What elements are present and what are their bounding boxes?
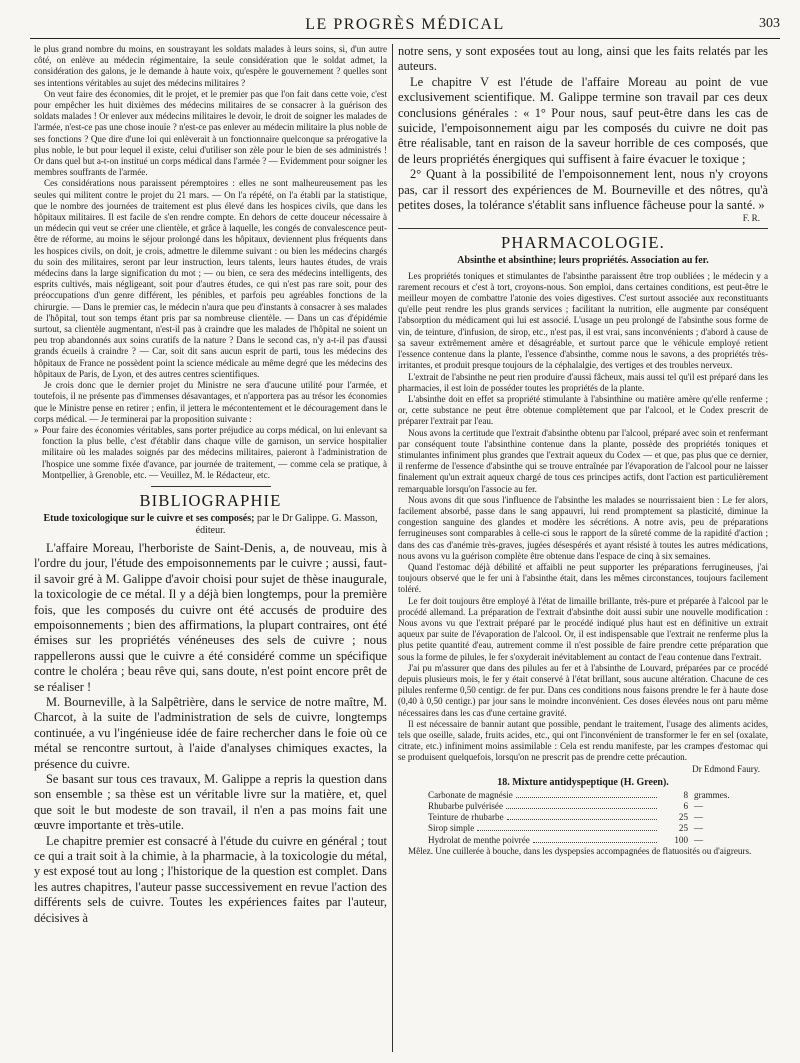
paragraph: On veut faire des économies, dit le projet, et le premier pas que l'on fait dans cette voie, c'est pour empêcher les huit dixièmes des médecins militaires de se consacrer à la guérison des soldats malades ! Or enlever aux médecins militaires le devoir, le droit de soigner les malades de l'armée, n'est-ce pas une chose inouïe ? n'est-ce pas enlever au médecin militaire la plus noble de ses fonctions ? Que dire d'une loi qui enlèverait à un fonctionnaire quelconque sa prérogative la plus noble, le but pour lequel il existe, celui d'utiliser son zèle pour le bien de ses administrés ! Or dans quel but a-t-on institué un corps médical dans l'armée ? — Evidemment pour soigner les membres souffrants de l'armée. (34, 88, 387, 178)
ingredient-row (428, 823, 746, 834)
proposal-quote (34, 425, 387, 481)
formula-instructions: Mêlez. Une cuillerée à bouche, dans les dyspepsies accompagnées de flatuosités ou d'aigreurs. (408, 845, 752, 856)
bibliographie-subheading (34, 513, 387, 537)
section-rule (151, 486, 271, 487)
formula-instructions-block (398, 846, 768, 857)
ingredient-quantity: 25 (678, 812, 688, 823)
section-rule (398, 228, 768, 229)
ingredient-quantity: 25 (678, 823, 688, 834)
ingredient-unit: — (694, 834, 704, 845)
paragraph: Nous avons dit que sous l'influence de l'absinthe les malades se nourrissaient bien : Le fer alors, facilement absorbé, passe dans le sang appauvri, lui rend promptement sa plasticité, diminue la congestion sanguine des glandes et modère les sécrétions. A notre avis, peu de préparations ferrugineuses sont comparables à celle-ci sous le rapport de la sûreté comme de la rapidité d'action ; dans des cas d'anémie très-graves, jugées désespérés et ayant résisté à toutes les autres médications, nous avons vu la guérison complète être obtenue dans l'espace de cinq à six semaines. (398, 494, 768, 561)
ingredient-row (428, 801, 746, 812)
paragraph: M. Bourneville, à la Salpêtrière, dans le service de notre maître, M. Charcot, à la suite de l'administration de sels de cuivre, longtemps continuée, a vu l'ingénieuse idée de faire rechercher dans le foie où ce métal se rencontre surtout, à l'aide d'analyses chimiques exactes, la présence du cuivre. (34, 694, 387, 771)
paragraph: Nous avons la certitude que l'extrait d'absinthe obtenu par l'alcool, préparé avec soin et renfermant par conséquent toute l'absinthine contenue dans la plante, possède des propriétés toniques et stimulantes infiniment plus grandes que l'extrait aqueux du Codex — et que, pas plus que ce dernier, il renferme de l'essence d'absinthe qui se trouve entraînée par l'évaporation de l'alcool pour ne laisser finalement qu'un extrait aqueux chargé de tous ces principes actifs, dont l'action est particulièrement remarquable lorsqu'on l'associe au fer. (398, 427, 768, 494)
paragraph: le plus grand nombre du moins, en soustrayant les soldats malades à leurs soins, si, d'un autre côté, on enlève au médecin régimentaire, la seule considération que le soldat admet, la considération des galons, je le demande à haute voix, qu'espère le gouvernement ? quelles sont ses intentions véritables au sujet des médecins militaires ? (34, 44, 387, 88)
ingredient-unit: — (694, 801, 704, 812)
ingredient-name: Carbonate de magnésie (428, 789, 513, 800)
leader-dots (506, 808, 657, 809)
proposal-text: » Pour faire des économies véritables, sans porter préjudice au corps médical, on lui enlevant sa fonction la plus belle, c'est d'établir dans chaque ville de garnison, un service hospitalier militaire où les malades soignés par des médecins militaires, paieront à l'administration de l'hospice une somme fixée d'avance, par journée de traitement, — comme cela se pratique, à Montpellier, à Grenoble, etc. — Veuillez, M. le Rédacteur, etc. (34, 425, 387, 481)
pharmacologie-body (398, 271, 768, 775)
ingredient-quantity: 8 (683, 789, 688, 800)
ingredient-quantity: 6 (683, 801, 688, 812)
right-column (398, 44, 768, 1054)
formula-title: 18. Mixture antidyspeptique (H. Green). (497, 776, 669, 788)
paragraph: Il est nécessaire de bannir autant que possible, pendant le traitement, l'usage des aliments acides, tels que oseille, salade, fruits acides, etc., qui ont l'inconvénient de transformer le fer en sel (oxalate, citrate, etc.) infiniment moins assimilable : Cela est rendu manifeste, par les crampes d'estomac qui se produisent quelquefois, lorsqu'on ne prescrit pas de prendre cette précaution. (398, 718, 768, 763)
ingredient-name: Teinture de rhubarbe (428, 812, 504, 823)
ingredient-name: Rhubarbe pulvérisée (428, 801, 503, 812)
paragraph: L'absinthe doit en effet sa propriété stimulante à l'absinthine ou matière amère qu'elle renferme ; or, cette substance ne peut être obtenue complètement que par l'alcool, et le Codex prescrit de préparer l'extrait par l'eau. (398, 393, 768, 427)
review-continuation (398, 44, 768, 213)
paragraph: notre sens, y sont exposées tout au long, ainsi que les faits relatés par les auteurs. (398, 44, 768, 74)
ingredient-list (428, 790, 746, 846)
leader-dots (477, 830, 657, 831)
pharmacologie-subheading: Absinthe et absinthine; leurs propriétés. Association au fer. (457, 254, 709, 266)
journal-title: LE PROGRÈS MÉDICAL (305, 16, 505, 33)
paragraph: Quand l'estomac déjà débilité et affaibli ne peut supporter les préparations ferrugineuses, j'ai toujours observé que le fer uni à l'absinthe était, dans les mêmes circonstances, toujours facilement toléré. (398, 561, 768, 595)
ingredient-unit: — (694, 812, 704, 823)
page-number: 303 (759, 16, 780, 31)
left-column (34, 44, 387, 1054)
paragraph: J'ai pu m'assurer que dans des pilules au fer et à l'absinthe de Louvard, préparées par ce procédé depuis plusieurs mois, le fer y était conservé à l'état brillant, sous aucune altération. Chacune de ces pilules renferme 0,50 centigr. de fer pur. Dans ces conditions nous faisons prendre le fer à haute dose (0,40 à 0,50 centigr.) par jour sans le moindre inconvénient. Ces doses élevées nous ont paru même nécessaires dans les cas d'une certaine gravité. (398, 662, 768, 718)
paragraph: Les propriétés toniques et stimulantes de l'absinthe paraissent être trop oubliées ; le médecin y a rarement recours et c'est à tort, croyons-nous. Son emploi, dans certaines conditions, est peut-être le meilleur moyen de combattre l'atonie des voies digestives. C'est surtout associée aux reconstituants qu'elle peut rendre les plus grands services ; facilitant la nutrition, elle augmente par conséquent l'absorption du médicament qui lui est associé. L'usage un peu prolongé de l'absinthe sous forme de vin, de teinture, d'infusion, de sirop, etc., n'est pas, il est vrai, sans inconvénients ; d'abord à cause de sa saveur extrêmement amère et désagréable, et surtout parce que le véhicule employé retient l'essence contenue dans la plante, l'essence d'absinthe, comme nous le savons, a des propriétés très-irritantes, et produit presque toujours de la céphalalgie, des vertiges et des troubles nerveux. (398, 270, 768, 371)
bibliographie-body (34, 541, 387, 926)
author-signature: Dr Edmond Faury. (692, 763, 760, 774)
paragraph: Je crois donc que le dernier projet du Ministre ne sera d'aucune utilité pour l'armée, et toutefois, il ne présente pas d'immenses désavantages, et n'apportera pas au trésor les économies que le Ministre pense en retirer ; enfin, il jettera le mécontentement et le découragement dans le corps médical. — Je terminerai par la proposition suivante : (34, 380, 387, 424)
paragraph: Le chapitre V est l'étude de l'affaire Moreau au point de vue exclusivement scientifique. M. Galippe termine son travail par ces deux conclusions générales : « 1° Pour nous, sauf peut-être dans les cas de suicide, l'empoisonnement aigu par les composés du cuivre ne doit pas être réalisable, tant en raison de la saveur horrible de ces composés, que de leurs propriétés énergiques qui suffisent à faire évacuer le toxique ; (398, 74, 768, 166)
bibliographie-heading: BIBLIOGRAPHIE (139, 490, 282, 510)
letter-continuation (34, 44, 387, 481)
ingredient-unit: — (694, 823, 704, 834)
paragraph: Se basant sur tous ces travaux, M. Galippe a repris la question dans son ensemble ; sa thèse est un véritable livre sur la matière, et, quel que soit le but modeste de son travail, il n'en a pas moins fait une œuvre importante et très-utile. (34, 772, 387, 833)
pharmacologie-heading: PHARMACOLOGIE. (501, 232, 665, 252)
paragraph: Ces considérations nous paraissent péremptoires : elles ne sont malheureusement pas les seules qui militent contre le projet du 21 mars. — On l'a répété, on l'a établi par la statistique, que le nombre des journées de traitement est plus élevé dans les hospices civils, que dans les hôpitaux militaires. Il est facile de s'en rendre compte. En dehors de cette douceur nécessaire à un médecin qui veut se créer une clientèle, et grâce à laquelle, les congés de convalescence peut-être de réforme, au moins le séjour prolongé dans les hôpitaux, deviennent plus fréquents dans les hospices civils, on doit, je crois, admettre le dilemme suivant : ou bien les médecins chargés du soin des militaires, seront par leur instruction, leurs talents, leurs hautes études, de vrais médecins dans la large signification du mot ; — ou bien, ce sera des médecins intelligents, des esprits cultivés, mais négligeant, soit pour d'autres études, ce qui n'est pas rare soit, pour des préoccupations d'un genre différent, les pénibles, et parfois peu agréables fonctions de la chirurgie. — Dans le premier cas, le médecin n'aura que peu d'instants à consacrer à ses malades de l'hôpital, tout son temps étant pris par sa nombreuse clientèle. — Dans un cas d'épidémie surtout, sa clientèle augmentant, n'est-il pas à craindre que les malades de l'hôpital ne soient un peu trop abandonnés aux soins curatifs de la nature ? Dans le second cas, n'y a-t-il pas d'aussi grands écueils à craindre ? — Car, soit dit sans aucun esprit de parti, tous les médecins des hôpitaux de France ne possèdent point la science médicale au même degré que les médecins des hôpitaux de Paris, de Lyon, et des autres centres scientifiques. (34, 178, 387, 379)
ingredient-quantity: 100 (674, 834, 688, 845)
ingredient-name: Sirop simple (428, 823, 475, 834)
ingredient-unit: grammes. (694, 789, 730, 800)
book-title: Etude toxicologique sur le cuivre et ses composés; (43, 512, 255, 524)
review-signature: F. R. (742, 213, 760, 224)
ingredient-name: Hydrolat de menthe poivrée (428, 834, 530, 845)
paragraph: L'affaire Moreau, l'herboriste de Saint-Denis, a, de nouveau, mis à l'ordre du jour, l'étude des empoisonnements par le cuivre ; aussi, faut-il savoir gré à M. Galippe d'avoir choisi pour sujet de thèse inaugurale, la toxicologie de ce métal. Il y a déjà bien longtemps, pour la première fois, que les composés du cuivre ont été accusés de produire des empoisonnements ; bien des affirmations, la plupart contraires, ont été émises sur les propriétés vénéneuses des sels de cuivre ; nous rappellerons aussi que le cuivre a été considéré comme un spécifique contre le choléra ; beau rêve qui, sans doute, n'est point encore prêt de se réaliser ! (34, 540, 387, 694)
ingredient-row (428, 790, 746, 801)
leader-dots (533, 842, 657, 843)
paragraph: Le fer doit toujours être employé à l'état de limaille brillante, très-pure et préparée à l'alcool par le procédé allemand. La préparation de l'extrait d'absinthe doit aussi subir une nouvelle modification : Nous avons vu que l'extrait préparé par le procédé indiqué plus haut est en définitive un extrait aqueux par suite de l'évaporation de l'alcool. Or, il est indispensable que l'extrait ne renferme plus la plus petite quantité d'eau, autrement comme il n'est possible de faire prendre cette préparation que sous la forme de pilules, le fer s'oxyderait inévitablement au contact de l'eau contenue dans l'extrait. (398, 595, 768, 662)
running-header (30, 12, 780, 39)
paragraph: Le chapitre premier est consacré à l'étude du cuivre en général ; tout ce qui a trait soit à la chimie, à la pharmacie, à la toxicologie du métal, y est exposé tout au long ; l'historique de la question est complet. Dans les autres chapitres, l'auteur passe successivement en revue l'action des différents sels de cuivre. Toutes les expériences faites par l'auteur, décisives à (34, 833, 387, 925)
ingredient-row (428, 835, 746, 846)
column-divider (392, 44, 393, 1052)
book-author: par le Dr Galippe. G. Masson, éditeur. (195, 512, 378, 536)
leader-dots (516, 797, 657, 798)
quote-paragraph: 2° Quant à la possibilité de l'empoisonnement lent, nous n'y croyons pas, car il ressort des expériences de M. Bourneville et des nôtres, qu'à petites doses, la tolérance s'établit sans influence fâcheuse pour la santé. » (398, 167, 768, 213)
leader-dots (507, 819, 657, 820)
paragraph: L'extrait de l'absinthe ne peut rien produire d'aussi fâcheux, mais aussi tel qu'il est préparé dans les pharmacies, il est loin de posséder toutes les propriétés de la plante. (398, 371, 768, 393)
ingredient-row (428, 812, 746, 823)
